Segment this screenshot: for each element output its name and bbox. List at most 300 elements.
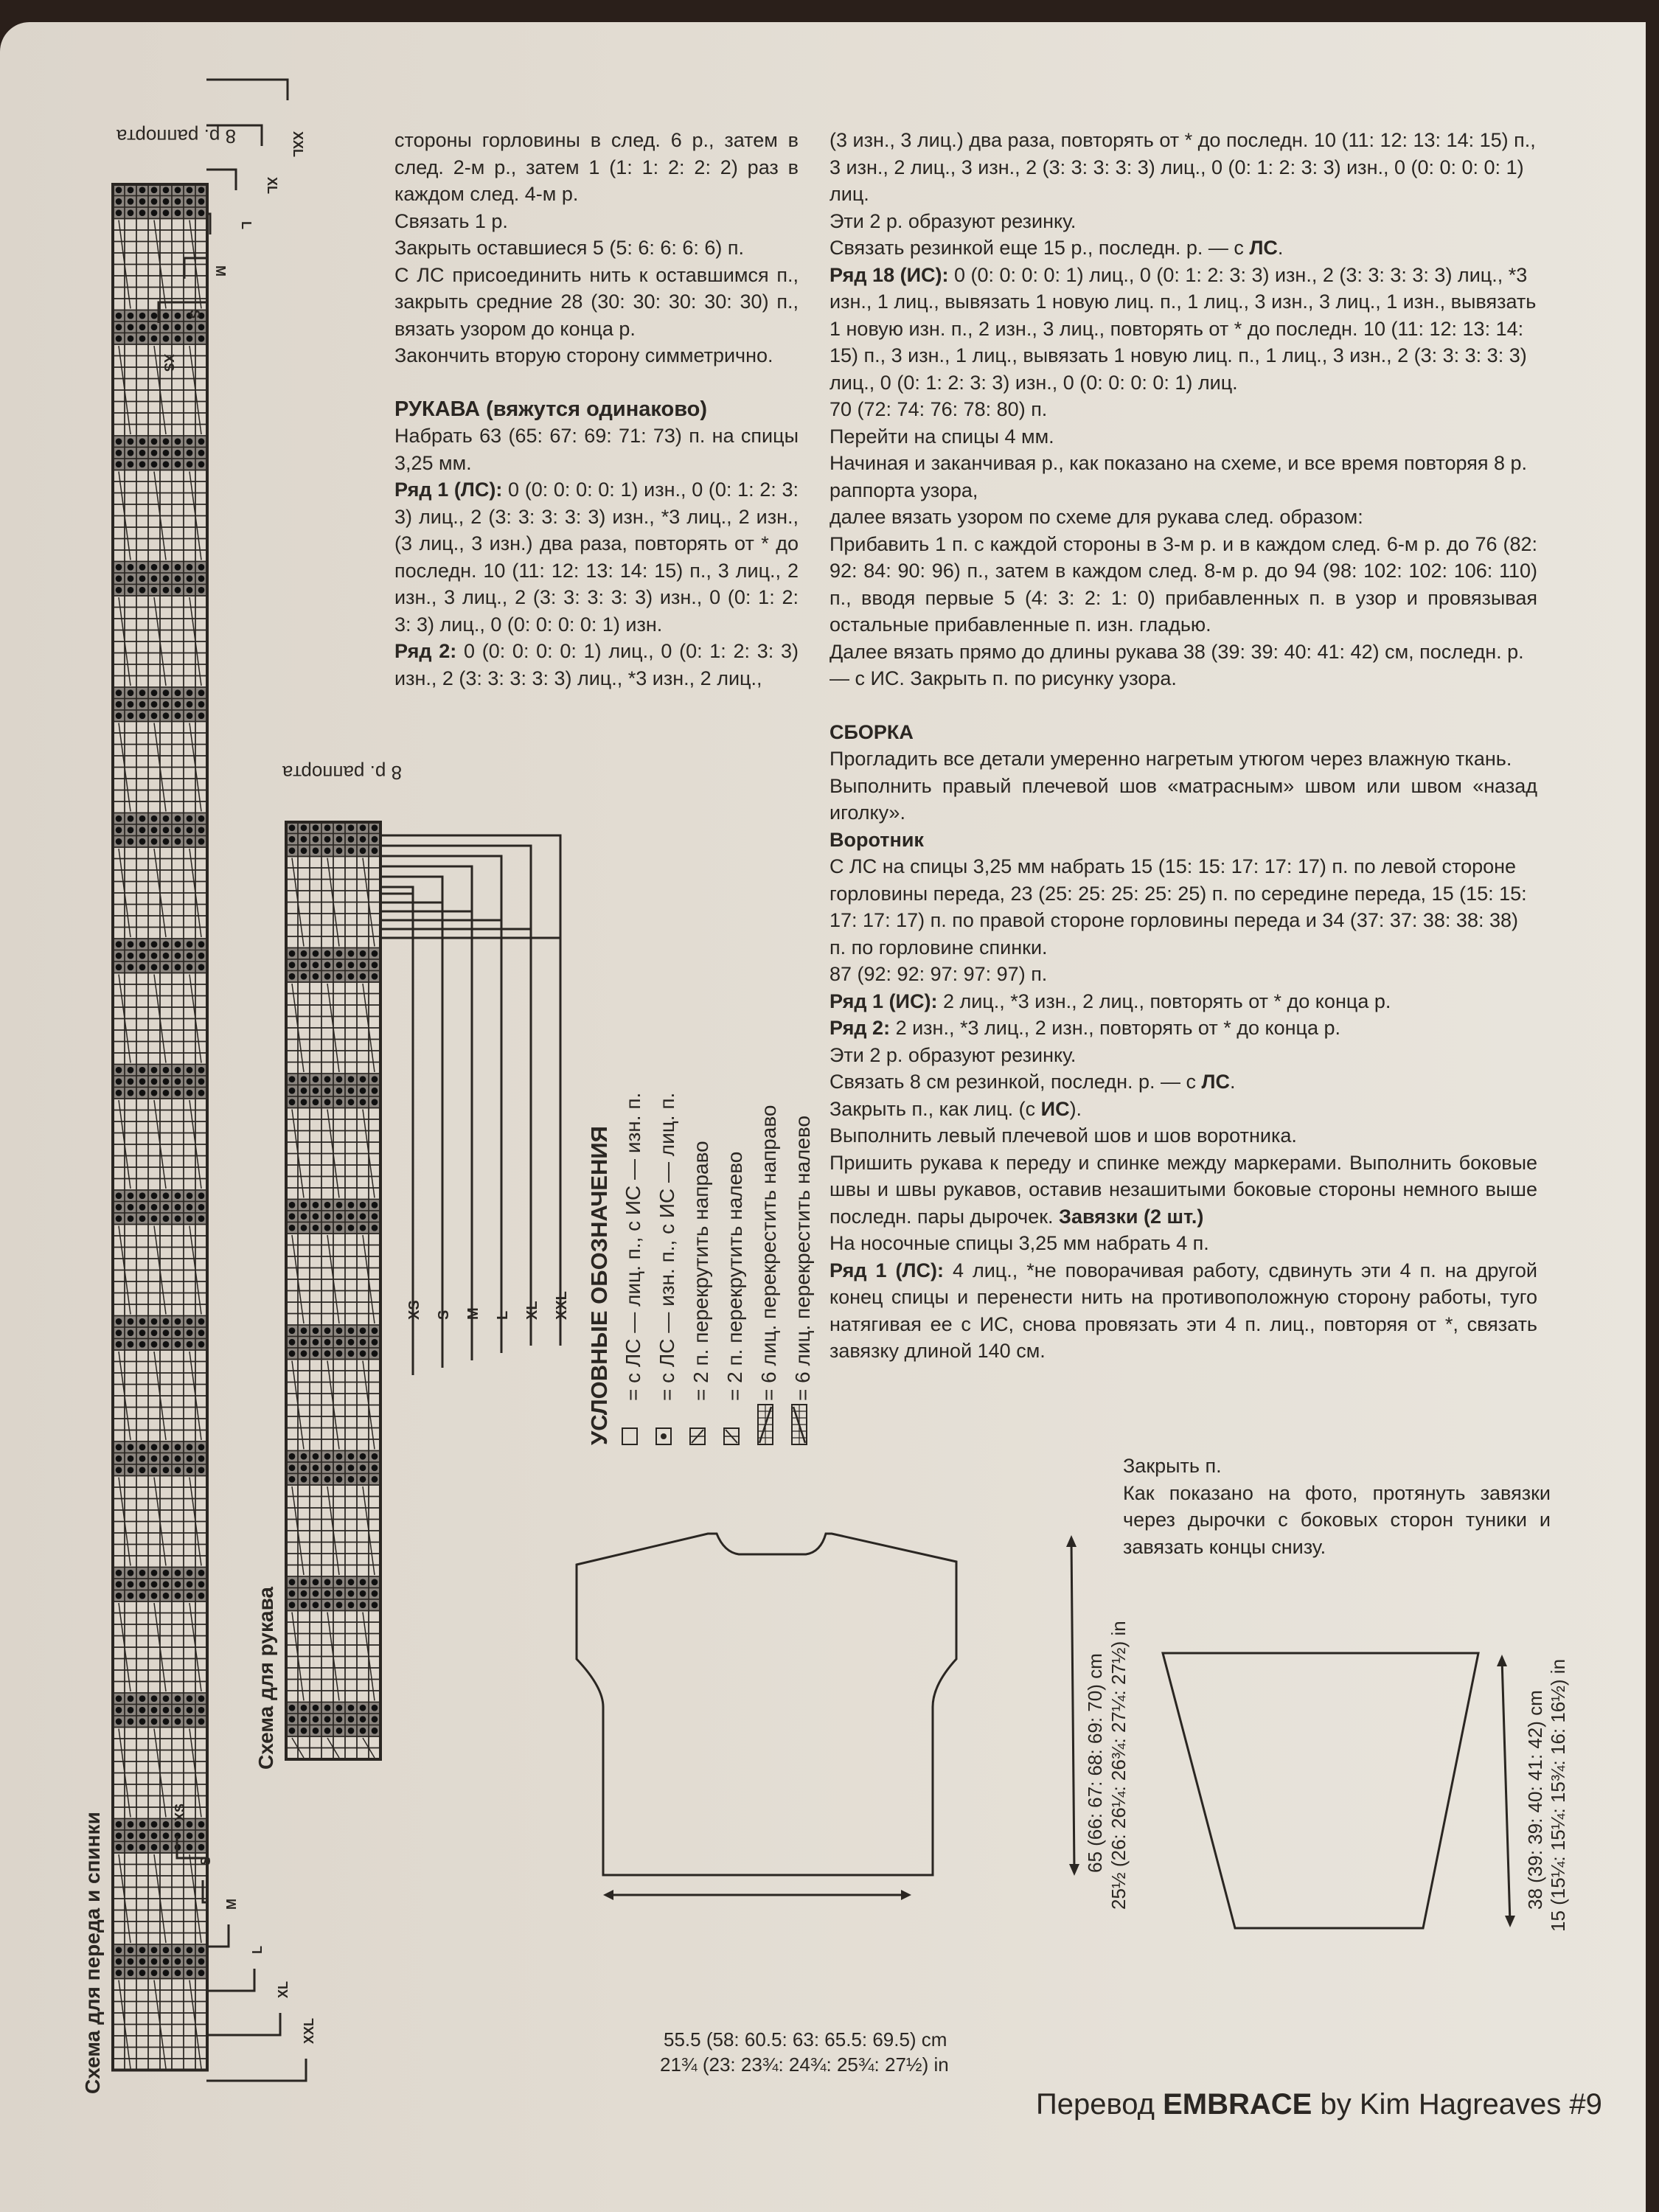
purl-dot	[313, 1088, 319, 1094]
stitch-cell	[172, 870, 184, 882]
stitch-cell	[136, 402, 148, 414]
stitch-cell	[195, 1601, 207, 1613]
stitch-cell	[113, 1270, 125, 1282]
legend-item	[786, 1093, 820, 1445]
stitch-cell	[136, 984, 148, 996]
stitch-cell	[298, 925, 310, 937]
purl-dot	[175, 1318, 181, 1325]
size-label: XL	[524, 1301, 540, 1320]
stitch-cell	[125, 973, 136, 985]
stitch-cell	[136, 1293, 148, 1305]
text-line: Прибавить 1 п. с каждой стороны в 3-м р. и в каждом след. 6-м р. до 76 (82: 92: 84: 90: 96) п., затем в каждом след. 8-м р. до 94 (98: 102: 102: 106: 110) п., вводя первые 5 (4: 3: 2: 1: 0) прибавленных п. в узор и провязывая остальные прибавленные п. изн. гладью.	[830, 532, 1537, 636]
stitch-cell	[160, 1761, 172, 1773]
stitch-cell	[172, 1304, 184, 1316]
purl-dot	[198, 1078, 205, 1085]
stitch-cell	[195, 242, 207, 254]
purl-dot	[139, 1444, 146, 1450]
stitch-cell	[172, 973, 184, 985]
stitch-cell	[172, 1910, 184, 1922]
stitch-cell	[286, 1565, 298, 1577]
stitch-cell	[160, 619, 172, 630]
purl-dot	[139, 1078, 146, 1085]
stitch-cell	[286, 1416, 298, 1428]
stitch-cell	[345, 925, 357, 937]
stitch-cell	[345, 1256, 357, 1268]
stitch-cell	[321, 1279, 333, 1291]
stitch-cell	[136, 596, 148, 608]
purl-dot	[175, 461, 181, 467]
stitch-cell	[148, 1522, 160, 1534]
stitch-cell	[369, 1382, 380, 1394]
stitch-cell	[195, 344, 207, 356]
purl-dot	[372, 973, 378, 980]
stitch-cell	[125, 1876, 136, 1888]
purl-dot	[175, 575, 181, 582]
purl-dot	[301, 1579, 307, 1585]
text-line: Выполнить левый плечевой шов и шов воротника.	[830, 1124, 1297, 1147]
stitch-cell	[136, 1304, 148, 1316]
stitch-cell	[125, 996, 136, 1008]
stitch-cell	[333, 1428, 345, 1440]
stitch-cell	[310, 1177, 321, 1189]
stitch-cell	[310, 1291, 321, 1303]
stitch-cell	[357, 1154, 369, 1166]
purl-dot	[163, 1467, 170, 1473]
purl-dot	[139, 313, 146, 319]
stitch-cell	[345, 1645, 357, 1657]
purl-dot	[348, 961, 355, 968]
purl-dot	[348, 1327, 355, 1334]
stitch-cell	[172, 1647, 184, 1659]
stitch-cell	[195, 882, 207, 894]
stitch-cell	[345, 1119, 357, 1131]
stitch-cell	[345, 1622, 357, 1634]
stitch-cell	[113, 265, 125, 276]
purl-dot	[128, 450, 134, 456]
purl-dot	[128, 1078, 134, 1085]
purl-dot	[151, 1821, 158, 1828]
purl-dot	[116, 941, 122, 947]
stitch-cell	[195, 973, 207, 985]
purl-dot	[301, 950, 307, 957]
instruction-row	[394, 476, 799, 638]
purl-dot	[175, 1593, 181, 1599]
stitch-cell	[125, 344, 136, 356]
stitch-cell	[148, 641, 160, 653]
stitch-cell	[195, 470, 207, 482]
stitch-cell	[125, 1624, 136, 1636]
stitch-cell	[148, 1179, 160, 1191]
stitch-cell	[148, 425, 160, 437]
purl-dot	[139, 1318, 146, 1325]
stitch-cell	[357, 1554, 369, 1565]
stitch-cell	[125, 722, 136, 734]
purl-dot	[187, 187, 193, 193]
stitch-cell	[172, 1888, 184, 1899]
purl-dot	[289, 1088, 296, 1094]
stitch-cell	[148, 402, 160, 414]
stitch-cell	[148, 801, 160, 813]
purl-dot	[116, 1947, 122, 1953]
stitch-cell	[286, 1622, 298, 1634]
stitch-cell	[148, 1807, 160, 1819]
stitch-cell	[125, 242, 136, 254]
stitch-cell	[286, 925, 298, 937]
stitch-cell	[148, 413, 160, 425]
purl-dot	[198, 198, 205, 205]
purl-dot	[175, 1067, 181, 1074]
purl-dot	[139, 1570, 146, 1576]
purl-dot	[163, 1444, 170, 1450]
stitch-cell	[136, 779, 148, 790]
stitch-cell	[125, 1419, 136, 1430]
stitch-cell	[136, 916, 148, 928]
stitch-cell	[148, 1545, 160, 1557]
stitch-cell	[298, 1382, 310, 1394]
purl-dot	[324, 836, 331, 843]
stitch-cell	[160, 539, 172, 551]
stitch-cell	[310, 1680, 321, 1691]
stitch-cell	[184, 481, 195, 493]
stitch-cell	[345, 1736, 357, 1748]
stitch-cell	[160, 1624, 172, 1636]
stitch-cell	[345, 1668, 357, 1680]
stitch-cell	[160, 379, 172, 391]
stitch-cell	[160, 1110, 172, 1122]
purl-dot	[128, 438, 134, 445]
stitch-cell	[357, 1531, 369, 1543]
stitch-cell	[136, 425, 148, 437]
stitch-cell	[195, 1350, 207, 1362]
stitch-cell	[184, 390, 195, 402]
stitch-cell	[136, 1408, 148, 1419]
stitch-cell	[160, 984, 172, 996]
purl-dot	[301, 1350, 307, 1357]
legend-text: = 6 лиц. перекрестить направо	[757, 1105, 780, 1401]
stitch-cell	[172, 1659, 184, 1671]
purl-dot	[151, 1090, 158, 1096]
stitch-cell	[148, 1293, 160, 1305]
stitch-cell	[298, 1485, 310, 1497]
stitch-cell	[195, 1510, 207, 1522]
stitch-cell	[195, 1990, 207, 2002]
stitch-cell	[286, 1691, 298, 1703]
stitch-cell	[136, 801, 148, 813]
stitch-cell	[136, 1396, 148, 1408]
stitch-cell	[310, 1645, 321, 1657]
purl-dot	[348, 1339, 355, 1346]
stitch-cell	[160, 493, 172, 505]
stitch-cell	[160, 756, 172, 768]
stitch-cell	[113, 859, 125, 871]
stitch-cell	[172, 630, 184, 642]
stitch-cell	[310, 1508, 321, 1520]
text-line: (3 изн., 3 лиц.) два раза, повторять от * до последн. 10 (11: 12: 13: 14: 15) п., 3 изн., 2 лиц., 3 изн., 2 (3: 3: 3: 3: 3) лиц., 0 (0: 1: 2: 3: 3) изн., 0 (0: 0: 0: 0: 1) лиц.	[830, 129, 1536, 205]
stitch-cell	[286, 1554, 298, 1565]
stitch-cell	[113, 1613, 125, 1625]
stitch-cell	[148, 1167, 160, 1179]
stitch-cell	[136, 1613, 148, 1625]
stitch-cell	[113, 1396, 125, 1408]
purl-dot	[187, 438, 193, 445]
stitch-cell	[160, 1888, 172, 1899]
stitch-cell	[172, 2059, 184, 2070]
sleeve-size-line-top	[380, 856, 501, 1353]
purl-dot	[128, 1067, 134, 1074]
instruction-row: Ряд 1 (ИС): 2 лиц., *3 изн., 2 лиц., повторять от * до конца р.	[830, 990, 1391, 1012]
purl-dot	[116, 1844, 122, 1851]
purl-dot	[313, 1350, 319, 1357]
purl-dot	[289, 950, 296, 957]
stitch-cell	[172, 276, 184, 288]
stitch-cell	[357, 1291, 369, 1303]
stitch-cell	[345, 1017, 357, 1029]
sleeve-size-brackets	[380, 822, 571, 1770]
purl-dot	[187, 712, 193, 719]
text-line: 70 (72: 74: 76: 78: 80) п.	[830, 398, 1048, 420]
stitch-cell	[136, 1499, 148, 1511]
stitch-cell	[172, 768, 184, 779]
stitch-cell	[113, 790, 125, 802]
stitch-cell	[148, 1236, 160, 1248]
stitch-cell	[172, 1921, 184, 1933]
stitch-cell	[160, 470, 172, 482]
stitch-cell	[113, 1042, 125, 1054]
stitch-cell	[310, 1657, 321, 1669]
stitch-cell	[136, 1865, 148, 1877]
purl-dot	[360, 1339, 366, 1346]
purl-dot	[128, 1204, 134, 1211]
stitch-cell	[160, 1499, 172, 1511]
stitch-cell	[160, 253, 172, 265]
stitch-cell	[195, 1888, 207, 1899]
purl-dot	[336, 1705, 343, 1711]
stitch-cell	[172, 1499, 184, 1511]
stitch-cell	[310, 1371, 321, 1382]
stitch-cell	[136, 265, 148, 276]
purl-dot	[139, 187, 146, 193]
purl-dot	[151, 689, 158, 696]
purl-dot	[372, 961, 378, 968]
purl-dot	[360, 847, 366, 854]
stitch-cell	[310, 1565, 321, 1577]
stitch-cell	[113, 928, 125, 939]
stitch-cell	[357, 1657, 369, 1669]
stitch-cell	[184, 550, 195, 562]
stitch-cell	[298, 1645, 310, 1657]
purl-dot	[128, 941, 134, 947]
stitch-cell	[321, 868, 333, 880]
stitch-cell	[136, 1259, 148, 1270]
purl-dot	[372, 1213, 378, 1220]
purl-dot	[313, 1601, 319, 1608]
purl-dot	[128, 209, 134, 216]
purl-dot	[163, 1593, 170, 1599]
stitch-cell	[195, 1133, 207, 1145]
purl-dot	[313, 1327, 319, 1334]
purl-dot	[360, 836, 366, 843]
purl-dot	[175, 1581, 181, 1587]
purl-dot	[301, 1705, 307, 1711]
stitch-cell	[113, 1487, 125, 1499]
stitch-cell	[160, 1362, 172, 1374]
stitch-cell	[172, 1636, 184, 1648]
purl-dot	[187, 1821, 193, 1828]
purl-dot	[151, 313, 158, 319]
stitch-cell	[113, 1921, 125, 1933]
stitch-cell	[184, 1556, 195, 1568]
stitch-cell	[136, 768, 148, 779]
stitch-cell	[333, 1256, 345, 1268]
stitch-cell	[345, 1520, 357, 1531]
purl-dot	[151, 335, 158, 342]
purl-dot	[175, 712, 181, 719]
stitch-cell	[113, 905, 125, 917]
stitch-cell	[160, 1728, 172, 1739]
purl-dot	[139, 1718, 146, 1725]
stitch-cell	[136, 379, 148, 391]
purl-dot	[139, 1341, 146, 1348]
purl-dot	[301, 1202, 307, 1208]
stitch-cell	[345, 1371, 357, 1382]
stitch-cell	[298, 1119, 310, 1131]
purl-dot	[163, 701, 170, 708]
purl-dot	[163, 313, 170, 319]
legend-text: = с ЛС — изн. п., с ИС — лиц. п.	[655, 1092, 678, 1401]
purl-dot	[198, 712, 205, 719]
twist-left-icon	[718, 1401, 752, 1445]
instruction-row: Ряд 1 (ЛС): 4 лиц., *не поворачивая работу, сдвинуть эти 4 п. на другой конец спицы и перенести нить на противоположную сторону работы, туго натягивая ее с ИС, снова провязать эти 4 п. лиц., повторяя от *, связать завязку длиной 140 см.	[830, 1259, 1537, 1362]
purl-dot	[313, 961, 319, 968]
purl-dot	[139, 587, 146, 594]
stitch-cell	[345, 857, 357, 869]
purl-dot	[128, 815, 134, 822]
purl-dot	[187, 1718, 193, 1725]
stitch-cell	[160, 1385, 172, 1397]
purl-dot	[116, 1695, 122, 1702]
purl-dot	[301, 824, 307, 831]
stitch-cell	[172, 493, 184, 505]
stitch-cell	[160, 1487, 172, 1499]
stitch-cell	[160, 1613, 172, 1625]
stitch-cell	[160, 882, 172, 894]
sleeve-size-line	[380, 902, 442, 1346]
stitch-cell	[357, 925, 369, 937]
purl-dot	[116, 1090, 122, 1096]
stitch-cell	[310, 1314, 321, 1326]
stitch-cell	[345, 1405, 357, 1417]
stitch-cell	[369, 1485, 380, 1497]
purl-dot	[128, 587, 134, 594]
purl-dot	[151, 1455, 158, 1462]
stitch-cell	[148, 916, 160, 928]
purl-dot	[289, 836, 296, 843]
stitch-cell	[136, 242, 148, 254]
purl-dot	[116, 689, 122, 696]
stitch-cell	[310, 1017, 321, 1029]
purl-dot	[324, 824, 331, 831]
stitch-cell	[184, 288, 195, 299]
sleeve-size-line	[380, 920, 501, 1346]
purl-dot	[348, 1225, 355, 1231]
purl-dot	[116, 701, 122, 708]
stitch-cell	[195, 481, 207, 493]
stitch-cell	[345, 1657, 357, 1669]
purl-dot	[163, 964, 170, 970]
stitch-cell	[286, 1291, 298, 1303]
stitch-cell	[195, 756, 207, 768]
purl-dot	[360, 1728, 366, 1734]
purl-dot	[289, 1705, 296, 1711]
stitch-cell	[286, 1371, 298, 1382]
stitch-cell	[160, 847, 172, 859]
purl-dot	[116, 313, 122, 319]
stitch-cell	[172, 1373, 184, 1385]
purl-dot	[301, 847, 307, 854]
page-footer: Перевод EMBRACE by Kim Hagreaves #9	[1036, 2088, 1602, 2121]
stitch-cell	[321, 1314, 333, 1326]
stitch-cell	[136, 299, 148, 310]
stitch-cell	[136, 1350, 148, 1362]
purl-dot	[139, 941, 146, 947]
stitch-cell	[125, 1385, 136, 1397]
stitch-cell	[286, 1302, 298, 1314]
stitch-cell	[369, 1131, 380, 1143]
stitch-cell	[184, 1236, 195, 1248]
purl-dot	[313, 1076, 319, 1082]
stitch-cell	[113, 1362, 125, 1374]
stitch-cell	[160, 996, 172, 1008]
instruction-row	[830, 262, 1537, 397]
stitch-cell	[310, 1302, 321, 1314]
purl-dot	[289, 973, 296, 980]
stitch-cell	[310, 1268, 321, 1280]
purl-dot	[360, 1327, 366, 1334]
stitch-cell	[136, 722, 148, 734]
purl-dot	[175, 1090, 181, 1096]
stitch-cell	[369, 1256, 380, 1268]
stitch-cell	[195, 1728, 207, 1739]
stitch-cell	[333, 1485, 345, 1497]
stitch-cell	[369, 1360, 380, 1371]
purl-dot	[116, 953, 122, 959]
stitch-cell	[125, 1545, 136, 1557]
stitch-cell	[286, 1680, 298, 1691]
stitch-cell	[125, 1007, 136, 1019]
stitch-cell	[148, 1281, 160, 1293]
stitch-cell	[136, 882, 148, 894]
purl-dot	[175, 335, 181, 342]
stitch-cell	[148, 1053, 160, 1065]
stitch-cell	[113, 356, 125, 368]
purl-dot	[175, 209, 181, 216]
purl-dot	[372, 1339, 378, 1346]
purl-dot	[128, 313, 134, 319]
stitch-cell	[195, 1293, 207, 1305]
stitch-cell	[333, 1554, 345, 1565]
stitch-cell	[125, 1259, 136, 1270]
stitch-cell	[148, 1533, 160, 1545]
stitch-cell	[310, 880, 321, 891]
stitch-cell	[357, 1668, 369, 1680]
body-width-in: 21¾ (23: 23¾: 24¾: 25¾: 27½) in	[660, 2053, 949, 2076]
stitch-cell	[286, 1405, 298, 1417]
stitch-cell	[357, 1177, 369, 1189]
purl-dot	[163, 1570, 170, 1576]
purl-dot	[324, 847, 331, 854]
stitch-cell	[148, 768, 160, 779]
stitch-cell	[345, 1028, 357, 1040]
